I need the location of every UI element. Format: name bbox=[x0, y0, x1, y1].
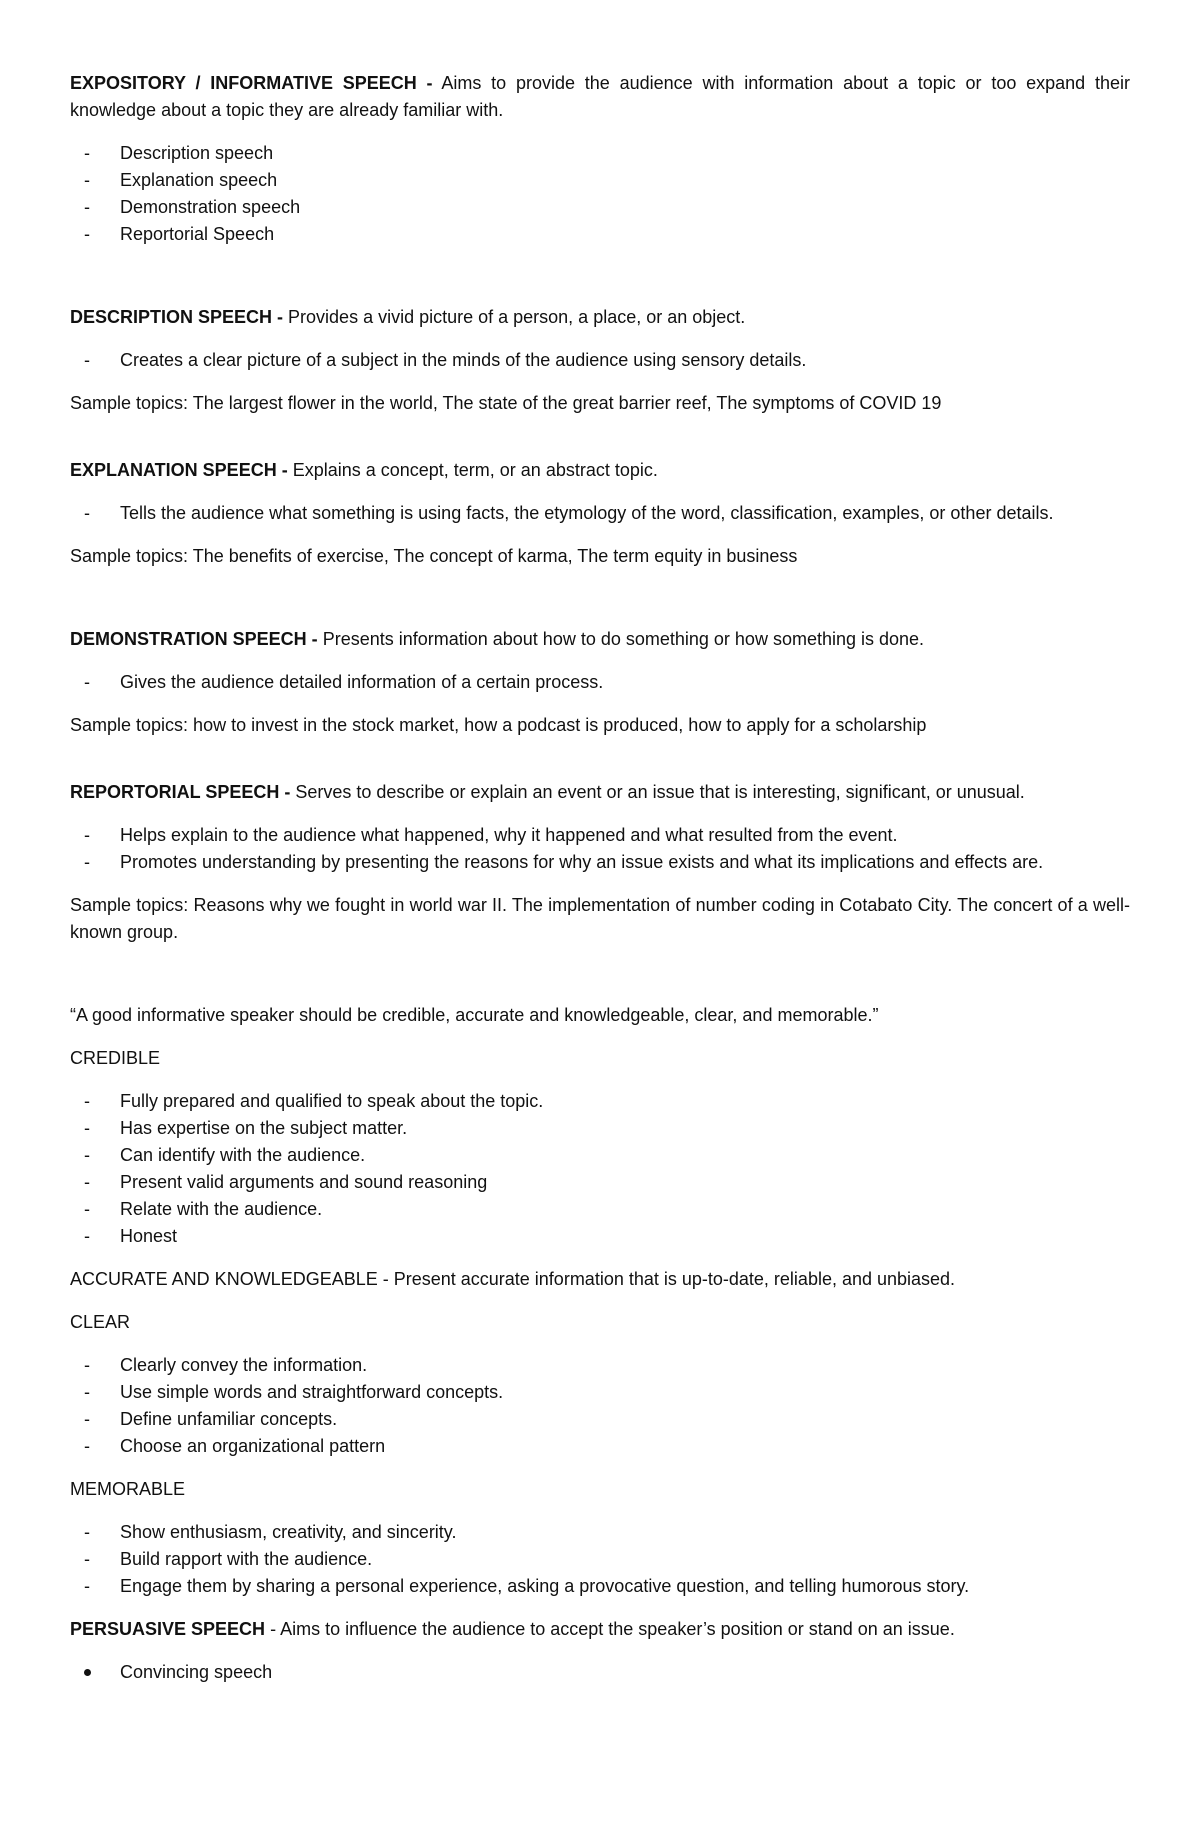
dash-marker: - bbox=[84, 1091, 90, 1111]
list-item: - Description speech bbox=[70, 140, 1130, 167]
explanation-list bbox=[70, 500, 1130, 527]
description-paragraph: DESCRIPTION SPEECH - Provides a vivid picture of a person, a place, or an object. bbox=[70, 307, 746, 327]
reportorial-list bbox=[70, 822, 1130, 876]
expository-paragraph bbox=[70, 70, 1130, 124]
persuasive-list bbox=[70, 1659, 1130, 1686]
dash-marker: - bbox=[84, 1145, 90, 1165]
informative-speaker-quote: “A good informative speaker should be credible, accurate and knowledgeable, clear, and memorable.” bbox=[70, 1005, 879, 1025]
expository-title: EXPOSITORY / INFORMATIVE SPEECH - bbox=[70, 73, 433, 93]
explanation-title: EXPLANATION SPEECH - bbox=[70, 460, 288, 480]
list-item: - Honest bbox=[70, 1223, 1130, 1250]
list-item: - Choose an organizational pattern bbox=[70, 1433, 1130, 1460]
dash-marker: - bbox=[84, 224, 90, 244]
dash-marker: - bbox=[84, 197, 90, 217]
dash-marker: - bbox=[84, 170, 90, 190]
list-item: - Promotes understanding by presenting the reasons for why an issue exists and what its implications and effects are. bbox=[70, 849, 1130, 876]
reportorial-sample-topics: Sample topics: Reasons why we fought in world war II. The implementation of number coding in Cotabato City. The concert of a well-known group. bbox=[70, 895, 1130, 942]
dash-marker: - bbox=[84, 1576, 90, 1596]
clear-list bbox=[70, 1352, 1130, 1460]
list-item: - Relate with the audience. bbox=[70, 1196, 1130, 1223]
list-item: - Gives the audience detailed information of a certain process. bbox=[70, 669, 1130, 696]
list-item: - Fully prepared and qualified to speak about the topic. bbox=[70, 1088, 1130, 1115]
dash-marker: - bbox=[84, 1355, 90, 1375]
accurate-knowledgeable-paragraph: ACCURATE AND KNOWLEDGEABLE - Present accurate information that is up-to-date, reliable, and unbiased. bbox=[70, 1269, 956, 1289]
dash-marker: - bbox=[84, 1549, 90, 1569]
dash-marker: - bbox=[84, 1199, 90, 1219]
description-list bbox=[70, 347, 1130, 374]
demonstration-title: DEMONSTRATION SPEECH - bbox=[70, 629, 318, 649]
dash-marker: - bbox=[84, 1436, 90, 1456]
list-item: - Use simple words and straightforward concepts. bbox=[70, 1379, 1130, 1406]
list-item: - Build rapport with the audience. bbox=[70, 1546, 1130, 1573]
list-item: Convincing speech bbox=[70, 1659, 1130, 1686]
list-item: - Creates a clear picture of a subject in the minds of the audience using sensory details. bbox=[70, 347, 1130, 374]
dash-marker: - bbox=[84, 503, 90, 523]
memorable-heading: MEMORABLE bbox=[70, 1479, 186, 1499]
dash-marker: - bbox=[84, 825, 90, 845]
list-item: - Present valid arguments and sound reasoning bbox=[70, 1169, 1130, 1196]
expository-text: Aims to provide the audience with information about a topic or too expand their knowledge about a topic they are already familiar with. bbox=[70, 73, 1130, 120]
dash-marker: - bbox=[84, 852, 90, 872]
dash-marker: - bbox=[84, 1172, 90, 1192]
list-item: - Can identify with the audience. bbox=[70, 1142, 1130, 1169]
clear-heading: CLEAR bbox=[70, 1312, 131, 1332]
dash-marker: - bbox=[84, 1226, 90, 1246]
list-item: - Define unfamiliar concepts. bbox=[70, 1406, 1130, 1433]
dash-marker: - bbox=[84, 1382, 90, 1402]
bullet-icon bbox=[84, 1669, 91, 1676]
dash-marker: - bbox=[84, 350, 90, 370]
explanation-paragraph: EXPLANATION SPEECH - Explains a concept, term, or an abstract topic. bbox=[70, 460, 658, 480]
reportorial-paragraph: REPORTORIAL SPEECH - Serves to describe or explain an event or an issue that is interesting, significant, or unusual. bbox=[70, 782, 1025, 802]
list-item: - Clearly convey the information. bbox=[70, 1352, 1130, 1379]
list-item: - Has expertise on the subject matter. bbox=[70, 1115, 1130, 1142]
dash-marker: - bbox=[84, 143, 90, 163]
list-item: - Helps explain to the audience what happened, why it happened and what resulted from the event. bbox=[70, 822, 1130, 849]
list-item: - Explanation speech bbox=[70, 167, 1130, 194]
demonstration-list bbox=[70, 669, 1130, 696]
persuasive-title: PERSUASIVE SPEECH bbox=[70, 1619, 266, 1639]
list-item: - Show enthusiasm, creativity, and sincerity. bbox=[70, 1519, 1130, 1546]
demonstration-sample-topics: Sample topics: how to invest in the stock market, how a podcast is produced, how to apply for a scholarship bbox=[70, 715, 927, 735]
list-item: - Demonstration speech bbox=[70, 194, 1130, 221]
reportorial-title: REPORTORIAL SPEECH - bbox=[70, 782, 291, 802]
memorable-list bbox=[70, 1519, 1130, 1600]
list-item: - Engage them by sharing a personal experience, asking a provocative question, and telling humorous story. bbox=[70, 1573, 1130, 1600]
dash-marker: - bbox=[84, 1522, 90, 1542]
document-page bbox=[70, 70, 1130, 1702]
credible-heading: CREDIBLE bbox=[70, 1048, 161, 1068]
list-item: - Tells the audience what something is using facts, the etymology of the word, classification, examples, or other details. bbox=[70, 500, 1130, 527]
demonstration-paragraph: DEMONSTRATION SPEECH - Presents information about how to do something or how something is done. bbox=[70, 629, 925, 649]
dash-marker: - bbox=[84, 672, 90, 692]
expository-list bbox=[70, 140, 1130, 248]
description-title: DESCRIPTION SPEECH - bbox=[70, 307, 284, 327]
dash-marker: - bbox=[84, 1118, 90, 1138]
persuasive-paragraph: PERSUASIVE SPEECH - Aims to influence the audience to accept the speaker’s position or stand on an issue. bbox=[70, 1619, 955, 1639]
list-item: - Reportorial Speech bbox=[70, 221, 1130, 248]
explanation-sample-topics: Sample topics: The benefits of exercise, The concept of karma, The term equity in business bbox=[70, 546, 798, 566]
dash-marker: - bbox=[84, 1409, 90, 1429]
credible-list bbox=[70, 1088, 1130, 1250]
description-sample-topics: Sample topics: The largest flower in the world, The state of the great barrier reef, The symptoms of COVID 19 bbox=[70, 393, 942, 413]
